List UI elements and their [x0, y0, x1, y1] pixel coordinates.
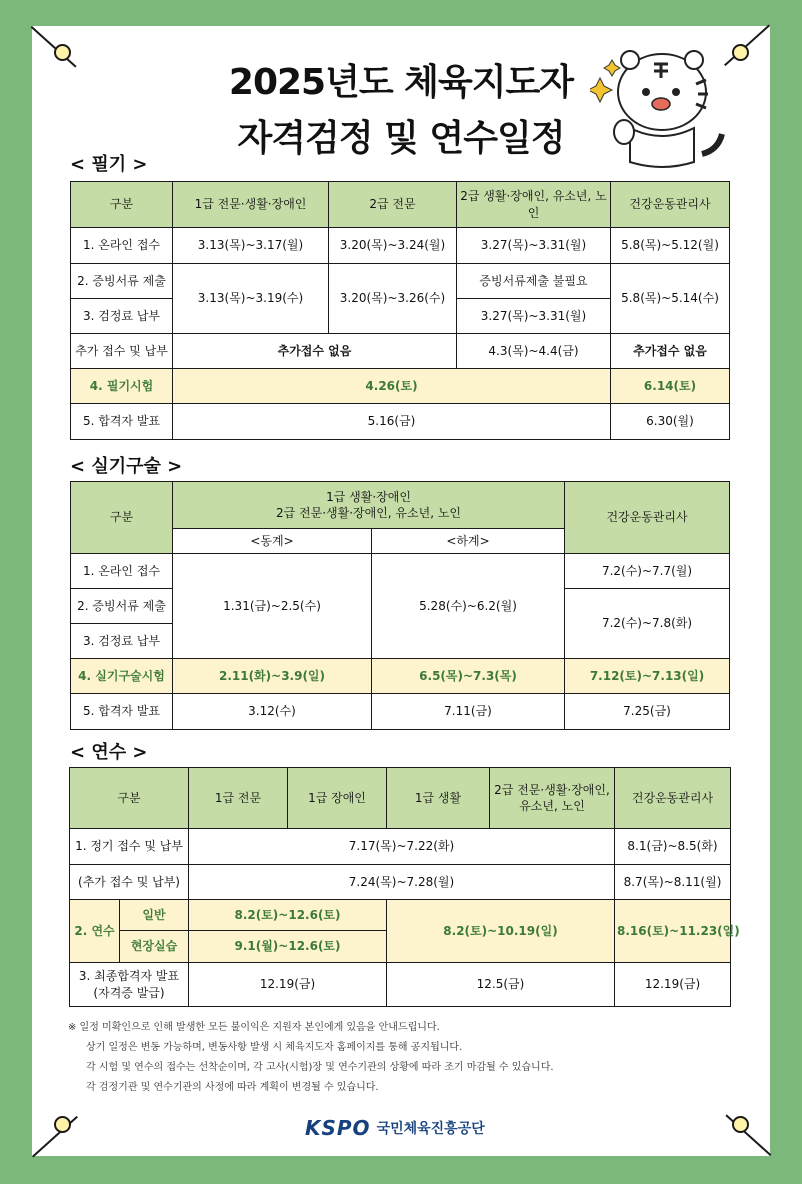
table-cell: 3.27(목)~3.31(월): [457, 228, 611, 264]
table-row: [70, 829, 731, 865]
table-cell: 7.17(목)~7.22(화): [189, 829, 615, 865]
table-header-row: [71, 482, 730, 529]
header-cell: 1급 생활: [387, 768, 490, 829]
row-label: 3. 검정료 납부: [71, 299, 173, 334]
table-cell: 7.2(수)~7.8(화): [565, 589, 730, 659]
logo-mark: KSPO: [305, 1116, 371, 1140]
section-practical-heading: < 실기구술 >: [70, 456, 183, 477]
table-cell: 7.2(수)~7.7(월): [565, 554, 730, 589]
table-cell: 1.31(금)~2.5(수): [173, 554, 372, 659]
row-label: 4. 필기시험: [71, 369, 173, 404]
row-label: (추가 접수 및 납부): [70, 865, 189, 900]
table-cell: 12.19(금): [189, 963, 387, 1007]
table-cell: 3.27(목)~3.31(월): [457, 299, 611, 334]
table-cell: 5.8(목)~5.14(수): [611, 264, 730, 334]
row-label: [70, 963, 189, 1007]
note-line: 상기 일정은 변동 가능하며, 변동사항 발생 시 체육지도자 홈페이지를 통해 공지됩니다.: [86, 1042, 463, 1053]
table-cell: 6.5(목)~7.3(목): [372, 659, 565, 694]
table-cell: 8.16(토)~11.23(일): [615, 900, 731, 963]
header-cell: 1급 장애인: [288, 768, 387, 829]
table-cell: 3.12(수): [173, 694, 372, 730]
table-header-row: [70, 768, 731, 829]
table-cell: 8.1(금)~8.5(화): [615, 829, 731, 865]
row-sublabel: 현장실습: [120, 931, 189, 963]
table-cell: 7.24(목)~7.28(월): [189, 865, 615, 900]
table-cell: 3.20(목)~3.26(수): [329, 264, 457, 334]
table-row: [71, 264, 730, 299]
header-cell: 2급 전문·생활·장애인, 유소년, 노인: [490, 768, 615, 829]
table-row: [70, 963, 731, 1007]
header-cell: 2급 생활·장애인, 유소년, 노인: [457, 182, 611, 228]
header-group-line2: 2급 전문·생활·장애인, 유소년, 노인: [275, 506, 462, 520]
header-group-line1: 1급 생활·장애인: [326, 489, 411, 504]
page-title-line2: 자격검정 및 연수일정: [237, 118, 565, 159]
table-cell: 6.14(토): [611, 369, 730, 404]
row-label: 2. 증빙서류 제출: [71, 589, 173, 624]
table-cell: 2.11(화)~3.9(일): [173, 659, 372, 694]
notes-block: [68, 1018, 554, 1098]
kspo-logo: [305, 1116, 485, 1140]
row-label: 1. 온라인 접수: [71, 554, 173, 589]
note-line: ※ 일정 미확인으로 인해 발생한 모든 불이익은 지원자 본인에게 있음을 안내드립니다.: [68, 1022, 440, 1033]
table-cell: 증빙서류제출 불필요: [457, 264, 611, 299]
note-line: 각 시험 및 연수의 접수는 선착순이며, 각 고사(시험)장 및 연수기관의 상황에 따라 조기 마감될 수 있습니다.: [86, 1062, 554, 1073]
header-cell: 구분: [70, 768, 189, 829]
table-cell: 추가접수 없음: [173, 334, 457, 369]
row-label: 1. 온라인 접수: [71, 228, 173, 264]
logo-org-name: 국민체육진흥공단: [376, 1121, 485, 1137]
header-cell: 1급 전문·생활·장애인: [173, 182, 329, 228]
row-label-line1: 3. 최종합격자 발표: [78, 969, 180, 984]
header-cell: 건강운동관리사: [615, 768, 731, 829]
table-cell: 12.5(금): [387, 963, 615, 1007]
table-row: [71, 554, 730, 589]
pin-icon: [732, 1116, 749, 1133]
table-cell: 9.1(월)~12.6(토): [189, 931, 387, 963]
table-cell: 8.2(토)~10.19(일): [387, 900, 615, 963]
table-row: [71, 694, 730, 730]
table-row: [71, 334, 730, 369]
row-label: 1. 정기 접수 및 납부: [70, 829, 189, 865]
header-cell: 2급 전문: [329, 182, 457, 228]
header-group-cell: [173, 482, 565, 529]
row-label: 5. 합격자 발표: [71, 404, 173, 440]
table-cell: 3.13(목)~3.17(월): [173, 228, 329, 264]
row-label: 2. 연수: [70, 900, 120, 963]
table-cell: 5.28(수)~6.2(월): [372, 554, 565, 659]
table-row: [70, 865, 731, 900]
table-cell: 6.30(월): [611, 404, 730, 440]
table-row: [71, 404, 730, 440]
row-label: 4. 실기구술시험: [71, 659, 173, 694]
table-cell: 8.2(토)~12.6(토): [189, 900, 387, 931]
table-row-highlight: [71, 369, 730, 404]
table-cell: 8.7(목)~8.11(월): [615, 865, 731, 900]
note-line: 각 검정기관 및 연수기관의 사정에 따라 계획이 변경될 수 있습니다.: [86, 1082, 379, 1093]
section-written-heading: < 필기 >: [70, 154, 148, 175]
header-cell: 구분: [71, 182, 173, 228]
table-cell: 4.3(목)~4.4(금): [457, 334, 611, 369]
table-cell: 7.11(금): [372, 694, 565, 730]
training-schedule-table: [69, 767, 740, 1007]
table-cell: 5.8(목)~5.12(월): [611, 228, 730, 264]
table-row-highlight: [70, 900, 731, 931]
table-cell: 4.26(토): [173, 369, 611, 404]
table-cell: 5.16(금): [173, 404, 611, 440]
header-cell: 구분: [71, 482, 173, 554]
row-sublabel: 일반: [120, 900, 189, 931]
row-label: 3. 검정료 납부: [71, 624, 173, 659]
row-label-line2: (자격증 발급): [93, 985, 165, 1000]
table-cell: 3.20(목)~3.24(월): [329, 228, 457, 264]
table-cell: 3.13(목)~3.19(수): [173, 264, 329, 334]
table-row-highlight: [71, 659, 730, 694]
practical-schedule-table: [70, 481, 730, 730]
tiger-mascot-icon: [590, 44, 730, 174]
section-training-heading: < 연수 >: [70, 742, 148, 763]
header-cell: 건강운동관리사: [611, 182, 730, 228]
table-cell: 12.19(금): [615, 963, 731, 1007]
header-cell: 건강운동관리사: [565, 482, 730, 554]
table-cell: 추가접수 없음: [611, 334, 730, 369]
written-schedule-table: [70, 181, 730, 440]
header-cell: <하계>: [372, 529, 565, 554]
header-cell: <동계>: [173, 529, 372, 554]
row-label: 추가 접수 및 납부: [71, 334, 173, 369]
header-cell: 1급 전문: [189, 768, 288, 829]
row-label: 5. 합격자 발표: [71, 694, 173, 730]
table-cell: 7.25(금): [565, 694, 730, 730]
table-header-row: [71, 182, 730, 228]
table-cell: 7.12(토)~7.13(일): [565, 659, 730, 694]
pin-icon: [54, 1116, 71, 1133]
page-title-line1: 2025년도 체육지도자: [228, 62, 574, 103]
table-row: [71, 228, 730, 264]
row-label: 2. 증빙서류 제출: [71, 264, 173, 299]
